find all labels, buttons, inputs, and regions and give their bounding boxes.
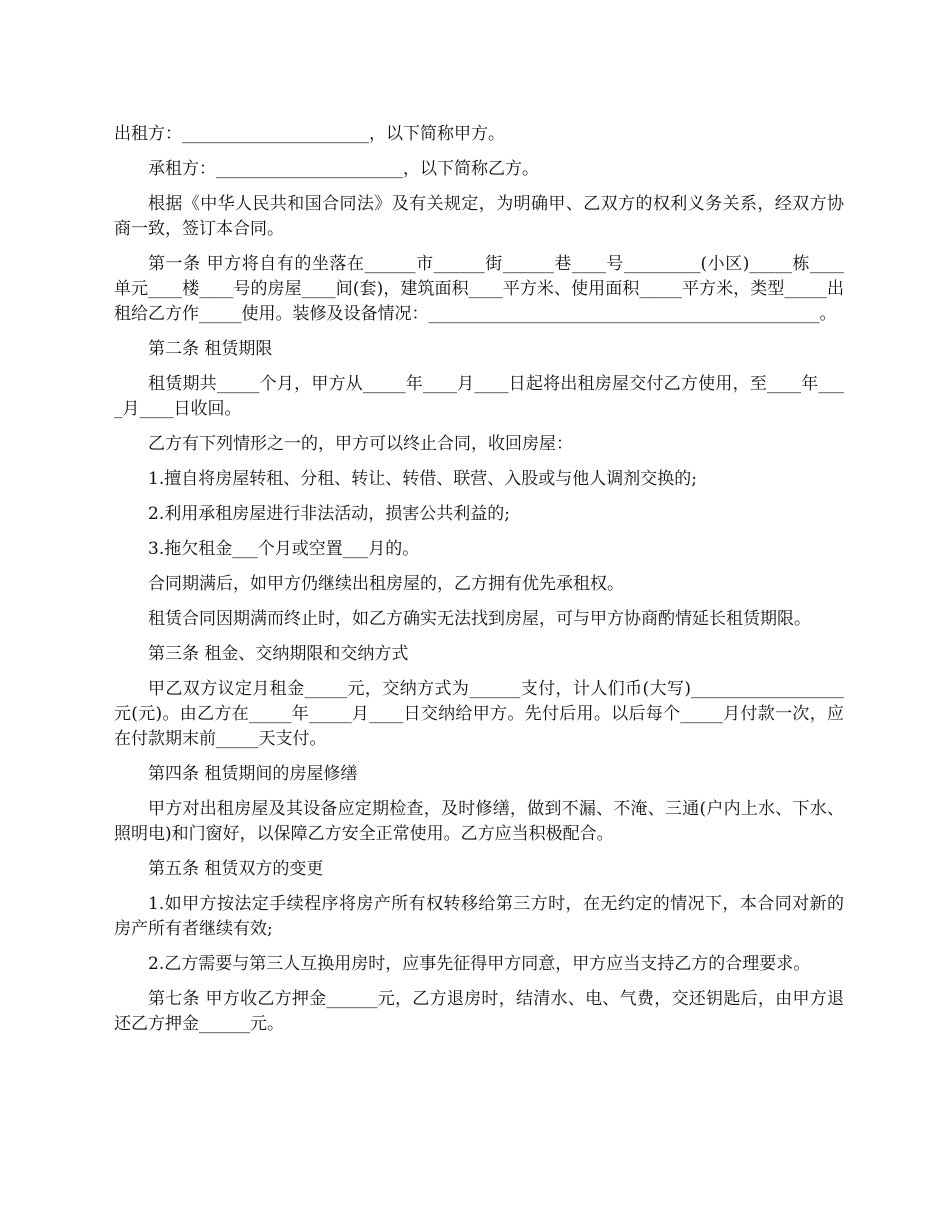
extension-paragraph: 租赁合同因期满而终止时，如乙方确实无法找到房屋，可与甲方协商酌情延长租赁期限。: [148, 609, 811, 629]
priority-renewal-paragraph: 合同期满后，如甲方仍继续出租房屋的，乙方拥有优先承租权。: [148, 574, 624, 594]
lessee-line: 承租方：______________________，以下简称乙方。: [148, 159, 539, 179]
termination-item-1: 1.擅自将房屋转租、分租、转让、转借、联营、入股或与他人调剂交换的;: [148, 469, 697, 489]
change-item-2: 2.乙方需要与第三人互换用房时，应事先征得甲方同意，甲方应当支持乙方的合理要求。: [148, 954, 811, 974]
article-7-paragraph: 第七条 甲方收乙方押金______元，乙方退房时，结清水、电、气费，交还钥匙后，由甲方退还乙方押金______元。: [114, 989, 844, 1034]
article-5-heading: 第五条 租赁双方的变更: [148, 859, 324, 879]
change-item-1: 1.如甲方按法定手续程序将房产所有权转移给第三方时，在无约定的情况下，本合同对新的房产所有者继续有效;: [114, 894, 844, 939]
article-2-heading: 第二条 租赁期限: [148, 339, 273, 359]
rent-payment-paragraph: 甲乙双方议定月租金_____元，交纳方式为______支付，计人们币(大写)__________________元(元)。由乙方在_____年_____月____日交纳给甲方。先付后用。以后每个_____月付款一次，应在付款期末前_____天支付。: [114, 679, 844, 749]
lessor-line: 出租方：______________________，以下简称甲方。: [114, 124, 505, 144]
termination-item-2: 2.利用承租房屋进行非法活动，损害公共利益的;: [148, 504, 510, 524]
document-body: [114, 122, 844, 1047]
article-4-heading: 第四条 租赁期间的房屋修缮: [148, 764, 358, 784]
repair-paragraph: 甲方对出租房屋及其设备应定期检查，及时修缮，做到不漏、不淹、三通(户内上水、下水、照明电)和门窗好，以保障乙方安全正常使用。乙方应当积极配合。: [114, 799, 844, 844]
termination-intro-paragraph: 乙方有下列情形之一的，甲方可以终止合同，收回房屋：: [148, 434, 573, 454]
lease-term-paragraph: 租赁期共_____个月，甲方从_____年____月____日起将出租房屋交付乙方使用，至____年____月____日收回。: [114, 374, 844, 419]
termination-item-3: 3.拖欠租金___个月或空置___月的。: [148, 539, 420, 559]
preamble-paragraph: 根据《中华人民共和国合同法》及有关规定，为明确甲、乙双方的权利义务关系，经双方协商一致，签订本合同。: [114, 194, 844, 239]
article-3-heading: 第三条 租金、交纳期限和交纳方式: [148, 644, 409, 664]
article-1-paragraph: 第一条 甲方将自有的坐落在______市______街______巷____号_________(小区)_____栋____单元____楼____号的房屋____间(套)，建筑面积____平方米、使用面积_____平方米，类型_____出租给乙方作_____使用。装修及设备情况：______________________________________________。: [114, 254, 844, 324]
